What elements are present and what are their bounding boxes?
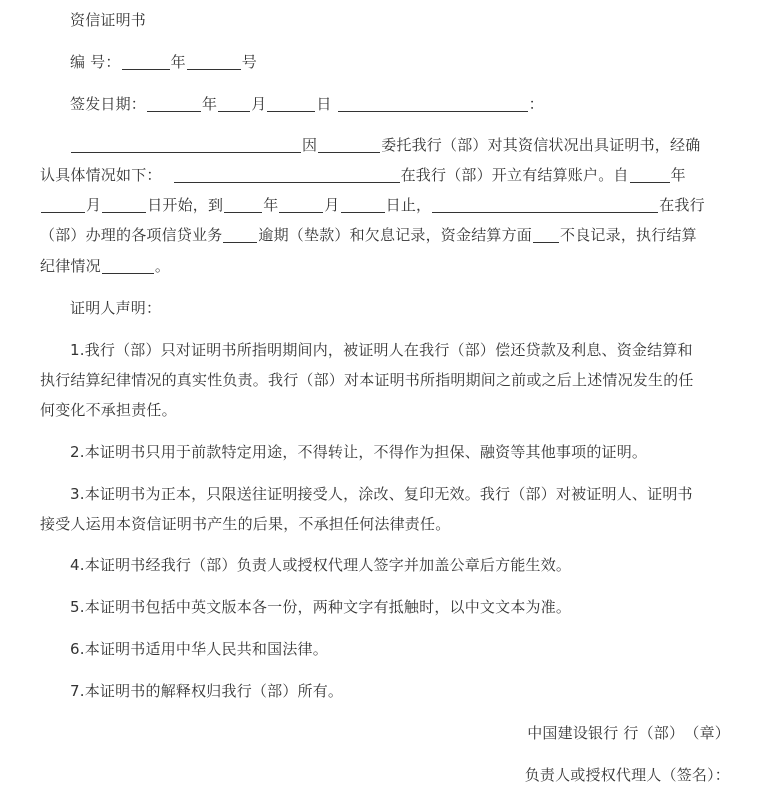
end-day-blank — [341, 194, 385, 213]
body-text: （部）办理的各项信贷业务 — [40, 226, 223, 244]
body-text: 不良记录，执行结算 — [560, 226, 697, 244]
body-line-1 — [70, 130, 740, 160]
body-text: 月 — [86, 196, 102, 214]
clause-3-line-1: 3.本证明书为正本，只限送往证明接受人，涂改、复印无效。我行（部）对被证明人、证明书 — [70, 485, 693, 503]
clause-1-line-2: 执行结算纪律情况的真实性负责。我行（部）对本证明书所指明期间之前或之后上述情况发生的任 — [40, 371, 694, 389]
body-text: 在我行 — [659, 196, 705, 214]
body-text: 在我行（部）开立有结算账户。自 — [400, 166, 629, 184]
overdue-blank — [223, 224, 257, 243]
discipline-blank — [102, 255, 154, 274]
body-text: 年 — [670, 166, 686, 184]
bad-record-blank — [533, 224, 559, 243]
body-text: 纪律情况 — [40, 257, 101, 275]
clause-1-line-3: 何变化不承担责任。 — [40, 401, 177, 419]
end-year-blank — [224, 194, 262, 213]
entrusted-by-blank — [318, 134, 380, 153]
clause-1-line-1: 1.我行（部）只对证明书所指明期间内，被证明人在我行（部）偿还贷款及利息、资金结算和 — [70, 341, 693, 359]
date-month-text: 月 — [251, 95, 267, 113]
issue-date-label: 签发日期： — [70, 95, 147, 113]
client-blank — [432, 194, 658, 213]
recipient-blank — [338, 93, 528, 112]
clause-2: 2.本证明书只用于前款特定用途，不得转让，不得作为担保、融资等其他事项的证明。 — [70, 443, 648, 461]
body-text: 日开始，到 — [147, 196, 224, 214]
body-text: 日止， — [385, 196, 432, 214]
date-year-text: 年 — [202, 95, 218, 113]
body-line-5 — [40, 251, 740, 281]
body-line-2 — [40, 160, 740, 190]
clause-7: 7.本证明书的解释权归我行（部）所有。 — [70, 682, 344, 700]
number-line — [70, 47, 740, 77]
date-day-text: 日 — [316, 95, 332, 113]
body-text: 年 — [263, 196, 279, 214]
body-text: 委托我行（部）对其资信状况出具证明书，经确 — [381, 136, 701, 154]
body-text: 逾期（垫款）和欠息记录，资金结算方面 — [258, 226, 533, 244]
date-line-colon: ： — [528, 95, 544, 113]
signer-line: 负责人或授权代理人（签名）： — [524, 766, 730, 784]
body-line-4 — [40, 220, 740, 250]
clause-3-line-2: 接受人运用本资信证明书产生的后果，不承担任何法律责任。 — [40, 515, 451, 533]
clause-5: 5.本证明书包括中英文版本各一份，两种文字有抵触时，以中文文本为准。 — [70, 598, 572, 616]
clause-4: 4.本证明书经我行（部）负责人或授权代理人签字并加盖公章后方能生效。 — [70, 556, 572, 574]
start-month-blank — [41, 194, 85, 213]
bank-seal-line: 中国建设银行 行（部） （章） — [527, 724, 730, 742]
body-text: 因 — [302, 136, 318, 154]
issue-date-line — [70, 89, 740, 119]
start-day-blank — [102, 194, 146, 213]
number-label: 编 号： — [70, 53, 121, 71]
body-line-3 — [40, 190, 740, 220]
body-text: 认具体情况如下： — [40, 166, 162, 184]
customer-name-blank — [71, 134, 301, 153]
number-suffix: 号 — [241, 53, 257, 71]
date-month-blank — [218, 93, 250, 112]
account-holder-blank — [174, 164, 400, 183]
clause-6: 6.本证明书适用中华人民共和国法律。 — [70, 640, 328, 658]
year-blank — [122, 51, 170, 70]
date-year-blank — [147, 93, 201, 112]
year-text: 年 — [170, 53, 186, 71]
date-day-blank — [267, 93, 315, 112]
start-year-blank — [630, 164, 670, 183]
document-title: 资信证明书 — [70, 11, 147, 29]
body-text: 。 — [154, 257, 171, 275]
number-blank — [187, 51, 241, 70]
end-month-blank — [279, 194, 323, 213]
declaration-heading: 证明人声明： — [70, 299, 162, 317]
body-text: 月 — [324, 196, 340, 214]
